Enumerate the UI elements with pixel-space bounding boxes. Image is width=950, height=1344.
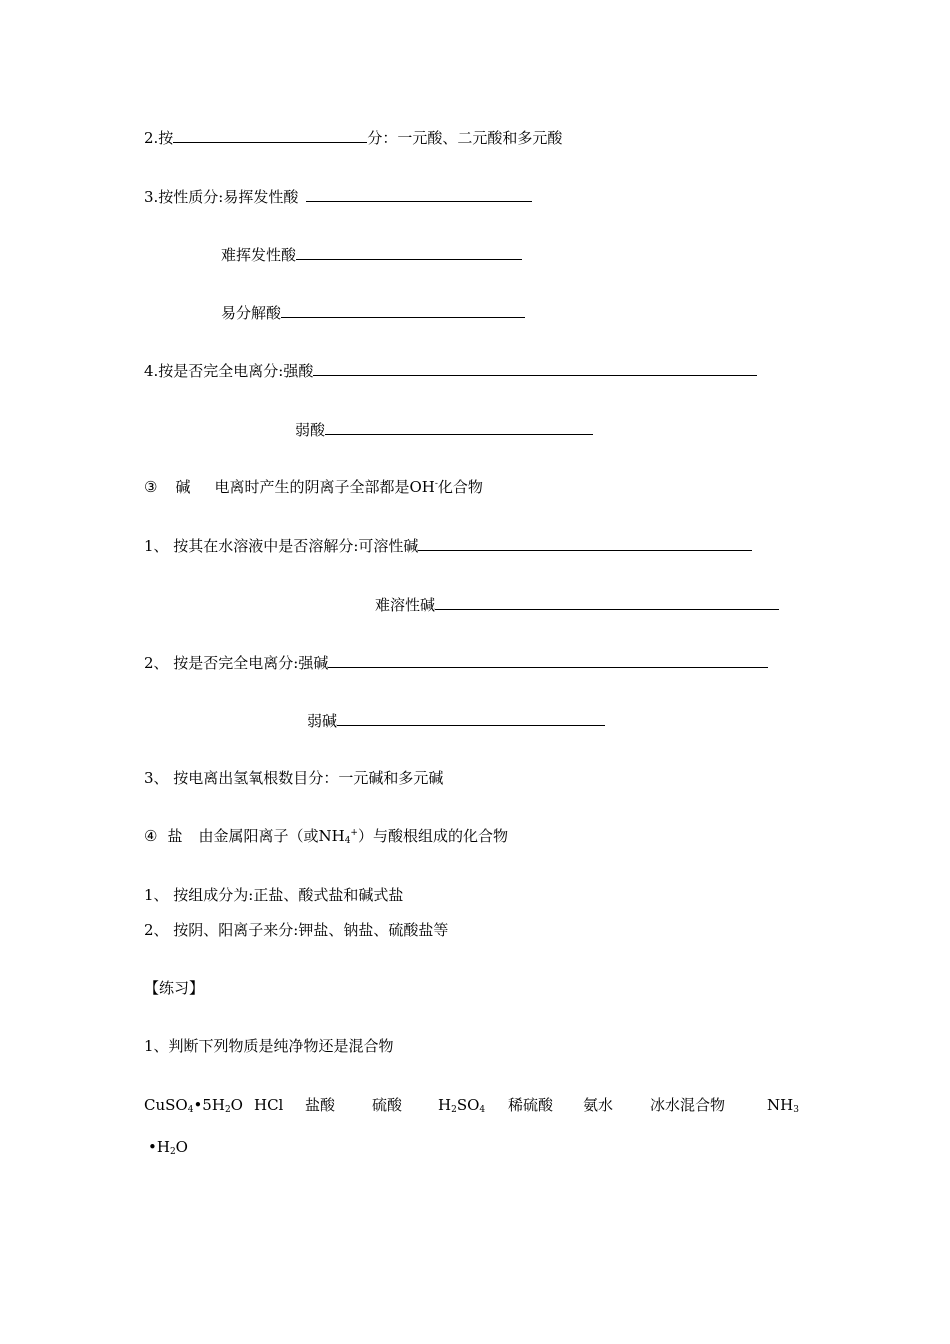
formula-part: •5H bbox=[193, 1096, 225, 1114]
weak-acid-label: 弱酸 bbox=[295, 421, 326, 439]
insoluble-base-label: 难溶性碱 bbox=[375, 596, 436, 614]
answer-blank[interactable] bbox=[328, 652, 768, 668]
formula-subscript: 2 bbox=[169, 1147, 176, 1157]
acid-item-2-prefix: 2.按 bbox=[144, 129, 174, 147]
salt-definition: 由金属阳离子（或NH bbox=[198, 827, 345, 845]
answer-blank[interactable] bbox=[337, 710, 605, 726]
substance-ice-water-mixture bbox=[650, 1095, 725, 1115]
substance-label: 氨水 bbox=[583, 1096, 614, 1114]
formula-part: H bbox=[438, 1096, 452, 1114]
base-item-1 bbox=[144, 535, 752, 556]
substance-label: 稀硫酸 bbox=[508, 1096, 554, 1114]
formula-subscript: 4 bbox=[479, 1105, 486, 1115]
salt-item-2 bbox=[144, 920, 448, 940]
base-heading bbox=[144, 477, 483, 497]
formula-part: O bbox=[230, 1096, 243, 1114]
acid-item-4 bbox=[144, 360, 757, 381]
ammonium-subscript: 4 bbox=[344, 836, 351, 846]
answer-blank[interactable] bbox=[313, 360, 757, 376]
substance-nh3-hydrate bbox=[148, 1137, 188, 1157]
substance-label: 冰水混合物 bbox=[650, 1096, 726, 1114]
salt-definition-tail: ）与酸根组成的化合物 bbox=[357, 827, 508, 845]
substance-hydrochloric-acid bbox=[305, 1095, 335, 1115]
hydroxide-charge: - bbox=[434, 479, 438, 489]
substance-label: 盐酸 bbox=[305, 1096, 336, 1114]
ammonium-charge: + bbox=[350, 828, 358, 838]
substance-label: 硫酸 bbox=[372, 1096, 403, 1114]
answer-blank[interactable] bbox=[435, 594, 779, 610]
answer-blank[interactable] bbox=[325, 419, 593, 435]
substance-dilute-sulfuric-acid bbox=[508, 1095, 553, 1115]
base-item-2 bbox=[144, 652, 768, 673]
acid-item-2-suffix: 分：一元酸、二元酸和多元酸 bbox=[367, 129, 563, 147]
base-definition: 电离时产生的阴离子全部都是OH bbox=[214, 478, 435, 496]
acid-item-3-nonvolatile bbox=[221, 244, 522, 265]
substance-hcl bbox=[254, 1095, 283, 1115]
salt-item-1-text: 1、 按组成分为:正盐、酸式盐和碱式盐 bbox=[144, 886, 404, 904]
base-heading-number: ③ bbox=[144, 478, 158, 496]
formula-part: O bbox=[175, 1138, 188, 1156]
base-item-3 bbox=[144, 768, 443, 788]
substance-sulfuric-acid bbox=[372, 1095, 402, 1115]
acid-item-3-prefix: 3.按性质分:易挥发性酸 bbox=[144, 188, 299, 206]
formula-part: CuSO bbox=[144, 1096, 188, 1114]
practice-question-1 bbox=[144, 1036, 394, 1056]
substance-nh3 bbox=[767, 1095, 799, 1115]
salt-item-2-text: 2、 按阴、阳离子来分:钾盐、钠盐、硫酸盐等 bbox=[144, 921, 449, 939]
formula-subscript: 2 bbox=[224, 1105, 231, 1115]
substance-label: HCl bbox=[254, 1096, 284, 1114]
base-definition-tail: 化合物 bbox=[437, 478, 483, 496]
answer-blank[interactable] bbox=[418, 535, 752, 551]
base-item-1-insoluble bbox=[375, 594, 779, 615]
salt-item-1 bbox=[144, 885, 403, 905]
formula-part: •H bbox=[148, 1138, 170, 1156]
substance-cuso4 bbox=[144, 1095, 243, 1115]
substance-ammonia-water bbox=[583, 1095, 613, 1115]
answer-blank[interactable] bbox=[306, 186, 532, 202]
answer-blank[interactable] bbox=[173, 127, 367, 143]
formula-part: SO bbox=[456, 1096, 480, 1114]
salt-heading-number: ④ bbox=[144, 827, 158, 845]
practice-title-text: 【练习】 bbox=[144, 979, 205, 997]
formula-part: NH bbox=[767, 1096, 794, 1114]
decomposable-acid-label: 易分解酸 bbox=[221, 304, 282, 322]
answer-blank[interactable] bbox=[281, 302, 525, 318]
substance-h2so4 bbox=[438, 1095, 485, 1115]
acid-item-2 bbox=[144, 127, 562, 148]
acid-item-4-weak bbox=[295, 419, 593, 440]
nonvolatile-acid-label: 难挥发性酸 bbox=[221, 246, 297, 264]
acid-item-4-prefix: 4.按是否完全电离分:强酸 bbox=[144, 362, 314, 380]
formula-subscript: 4 bbox=[187, 1105, 194, 1115]
answer-blank[interactable] bbox=[296, 244, 522, 260]
formula-subscript: 2 bbox=[451, 1105, 457, 1115]
salt-heading bbox=[144, 826, 508, 846]
base-item-3-text: 3、 按电离出氢氧根数目分：一元碱和多元碱 bbox=[144, 769, 444, 787]
acid-item-3 bbox=[144, 186, 532, 207]
acid-item-3-decomposable bbox=[221, 302, 525, 323]
practice-question-1-text: 1、判断下列物质是纯净物还是混合物 bbox=[144, 1037, 394, 1055]
formula-subscript: 3 bbox=[793, 1105, 799, 1115]
base-item-2-prefix: 2、 按是否完全电离分:强碱 bbox=[144, 654, 329, 672]
base-item-1-prefix: 1、 按其在水溶液中是否溶解分:可溶性碱 bbox=[144, 537, 419, 555]
weak-base-label: 弱碱 bbox=[307, 712, 338, 730]
practice-title bbox=[144, 978, 204, 998]
salt-heading-title: 盐 bbox=[167, 827, 183, 845]
base-heading-title: 碱 bbox=[175, 478, 191, 496]
base-item-2-weak bbox=[307, 710, 605, 731]
